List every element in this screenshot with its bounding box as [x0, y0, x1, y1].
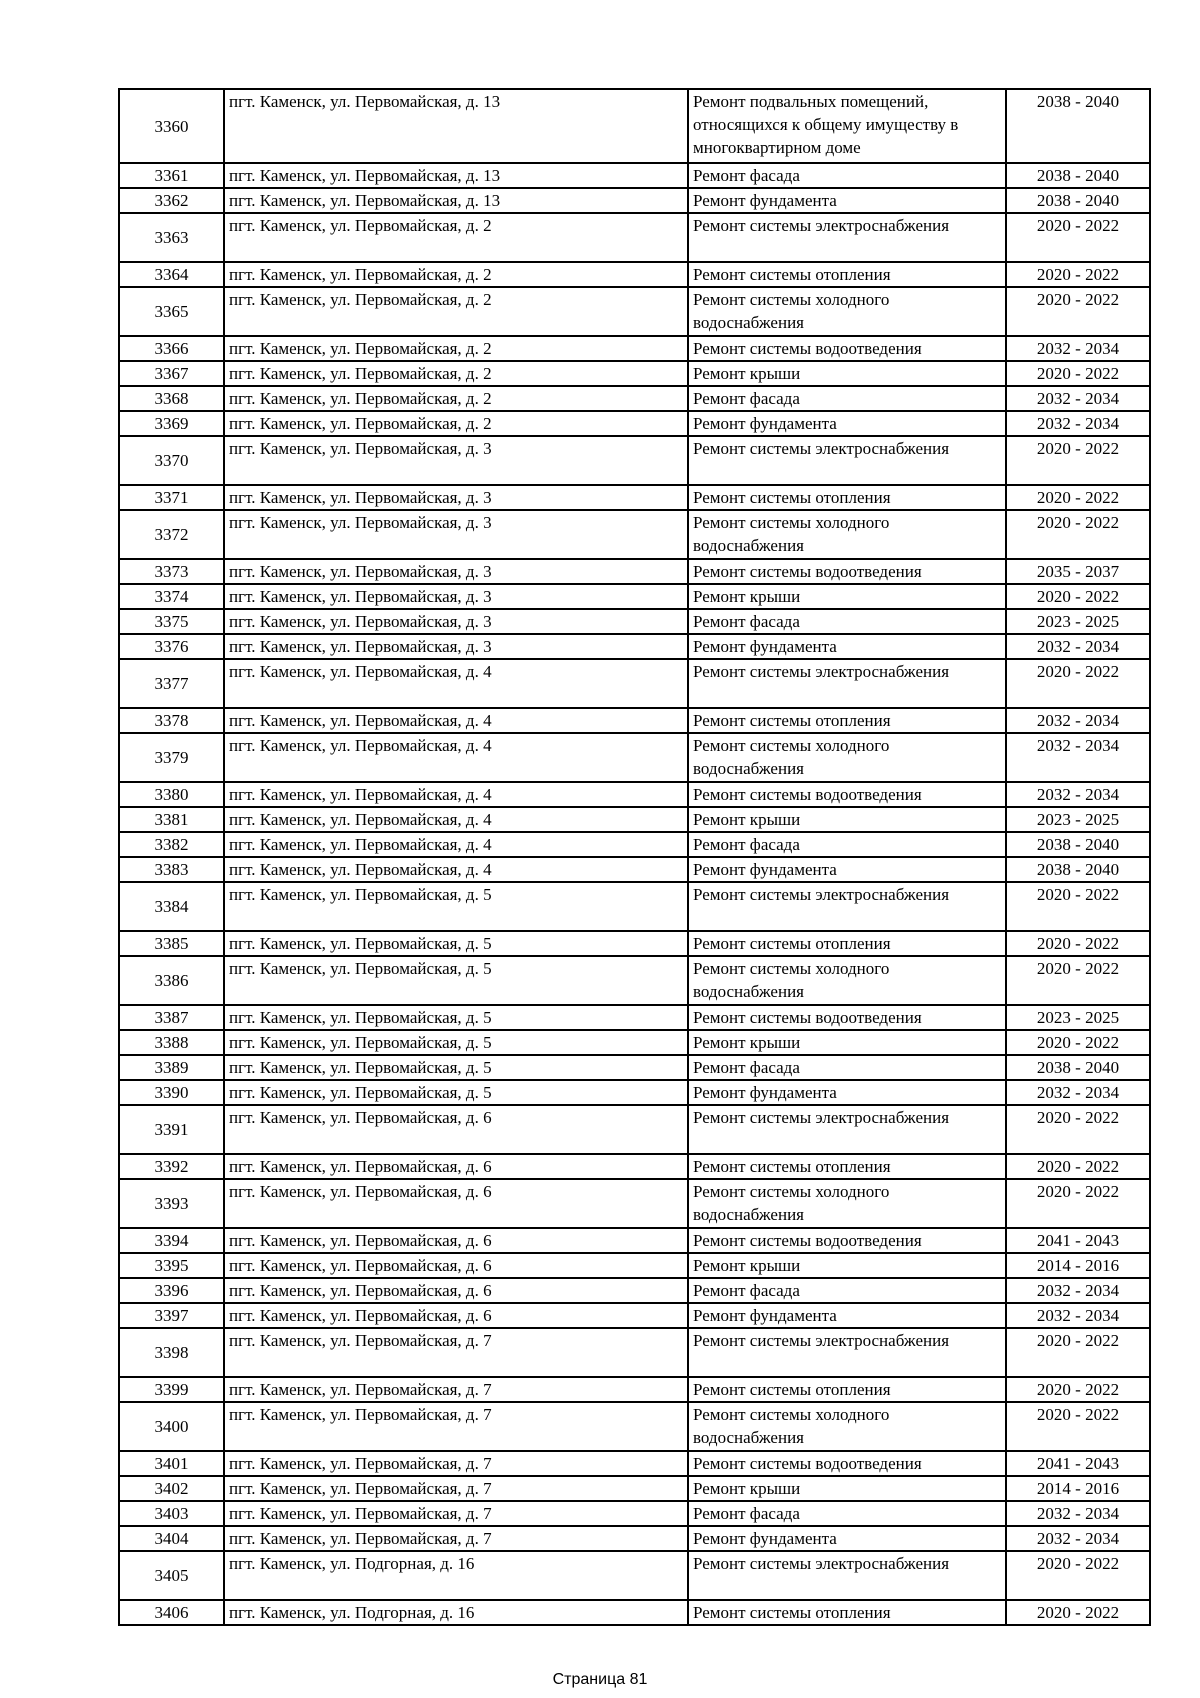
- table-row: [119, 386, 1150, 411]
- row-number-cell: 3391: [119, 1105, 224, 1154]
- work-type-cell: Ремонт системы электроснабжения: [688, 1328, 1006, 1377]
- address-cell: пгт. Каменск, ул. Первомайская, д. 6: [224, 1303, 688, 1328]
- period-cell: 2038 - 2040: [1006, 1055, 1150, 1080]
- row-number-cell: 3398: [119, 1328, 224, 1377]
- address-cell: пгт. Каменск, ул. Первомайская, д. 7: [224, 1526, 688, 1551]
- work-type-cell: Ремонт фасада: [688, 386, 1006, 411]
- work-type-cell: Ремонт системы электроснабжения: [688, 1105, 1006, 1154]
- work-type-cell: Ремонт системы электроснабжения: [688, 882, 1006, 931]
- work-type-cell: Ремонт системы водоотведения: [688, 336, 1006, 361]
- address-cell: пгт. Каменск, ул. Первомайская, д. 13: [224, 188, 688, 213]
- work-type-cell: Ремонт системы электроснабжения: [688, 436, 1006, 485]
- work-type-cell: Ремонт крыши: [688, 1253, 1006, 1278]
- table-row: [119, 782, 1150, 807]
- row-number-cell: 3396: [119, 1278, 224, 1303]
- work-type-cell: Ремонт системы холодного водоснабжения: [688, 510, 1006, 559]
- period-cell: 2014 - 2016: [1006, 1253, 1150, 1278]
- work-type-cell: Ремонт фундамента: [688, 1526, 1006, 1551]
- address-cell: пгт. Каменск, ул. Первомайская, д. 7: [224, 1451, 688, 1476]
- row-number-cell: 3388: [119, 1030, 224, 1055]
- table-row: [119, 411, 1150, 436]
- table-row: [119, 1551, 1150, 1600]
- row-number-cell: 3363: [119, 213, 224, 262]
- row-number-cell: 3397: [119, 1303, 224, 1328]
- period-cell: 2020 - 2022: [1006, 1551, 1150, 1600]
- address-cell: пгт. Каменск, ул. Первомайская, д. 2: [224, 386, 688, 411]
- address-cell: пгт. Каменск, ул. Первомайская, д. 5: [224, 1005, 688, 1030]
- period-cell: 2020 - 2022: [1006, 584, 1150, 609]
- address-cell: пгт. Каменск, ул. Первомайская, д. 2: [224, 336, 688, 361]
- row-number-cell: 3402: [119, 1476, 224, 1501]
- address-cell: пгт. Каменск, ул. Первомайская, д. 4: [224, 659, 688, 708]
- row-number-cell: 3385: [119, 931, 224, 956]
- address-cell: пгт. Каменск, ул. Первомайская, д. 5: [224, 882, 688, 931]
- period-cell: 2020 - 2022: [1006, 485, 1150, 510]
- period-cell: 2020 - 2022: [1006, 361, 1150, 386]
- work-type-cell: Ремонт фундамента: [688, 1303, 1006, 1328]
- table-row: [119, 1228, 1150, 1253]
- work-type-cell: Ремонт фасада: [688, 163, 1006, 188]
- period-cell: 2020 - 2022: [1006, 931, 1150, 956]
- address-cell: пгт. Каменск, ул. Первомайская, д. 3: [224, 609, 688, 634]
- table-row: [119, 188, 1150, 213]
- row-number-cell: 3368: [119, 386, 224, 411]
- period-cell: 2020 - 2022: [1006, 1402, 1150, 1451]
- row-number-cell: 3403: [119, 1501, 224, 1526]
- table-row: [119, 1154, 1150, 1179]
- address-cell: пгт. Каменск, ул. Первомайская, д. 3: [224, 634, 688, 659]
- period-cell: 2041 - 2043: [1006, 1451, 1150, 1476]
- period-cell: 2032 - 2034: [1006, 708, 1150, 733]
- row-number-cell: 3377: [119, 659, 224, 708]
- work-type-cell: Ремонт системы водоотведения: [688, 559, 1006, 584]
- row-number-cell: 3373: [119, 559, 224, 584]
- period-cell: 2032 - 2034: [1006, 336, 1150, 361]
- table-row: [119, 485, 1150, 510]
- period-cell: 2020 - 2022: [1006, 510, 1150, 559]
- table-row: [119, 361, 1150, 386]
- table-row: [119, 634, 1150, 659]
- row-number-cell: 3406: [119, 1600, 224, 1625]
- table-row: [119, 1377, 1150, 1402]
- work-type-cell: Ремонт системы холодного водоснабжения: [688, 287, 1006, 336]
- period-cell: 2020 - 2022: [1006, 659, 1150, 708]
- table-body: [119, 89, 1150, 1625]
- row-number-cell: 3384: [119, 882, 224, 931]
- work-type-cell: Ремонт фасада: [688, 1278, 1006, 1303]
- table-row: [119, 89, 1150, 163]
- address-cell: пгт. Каменск, ул. Первомайская, д. 7: [224, 1501, 688, 1526]
- table-row: [119, 1600, 1150, 1625]
- row-number-cell: 3387: [119, 1005, 224, 1030]
- work-type-cell: Ремонт системы отопления: [688, 485, 1006, 510]
- address-cell: пгт. Каменск, ул. Первомайская, д. 7: [224, 1402, 688, 1451]
- work-type-cell: Ремонт крыши: [688, 1476, 1006, 1501]
- work-type-cell: Ремонт системы отопления: [688, 262, 1006, 287]
- row-number-cell: 3374: [119, 584, 224, 609]
- work-type-cell: Ремонт фасада: [688, 609, 1006, 634]
- row-number-cell: 3364: [119, 262, 224, 287]
- work-type-cell: Ремонт системы отопления: [688, 1600, 1006, 1625]
- table-row: [119, 1476, 1150, 1501]
- table-row: [119, 956, 1150, 1005]
- address-cell: пгт. Каменск, ул. Первомайская, д. 6: [224, 1278, 688, 1303]
- row-number-cell: 3369: [119, 411, 224, 436]
- address-cell: пгт. Каменск, ул. Подгорная, д. 16: [224, 1551, 688, 1600]
- row-number-cell: 3379: [119, 733, 224, 782]
- address-cell: пгт. Каменск, ул. Первомайская, д. 7: [224, 1328, 688, 1377]
- work-type-cell: Ремонт системы холодного водоснабжения: [688, 1179, 1006, 1228]
- row-number-cell: 3366: [119, 336, 224, 361]
- address-cell: пгт. Каменск, ул. Первомайская, д. 13: [224, 89, 688, 163]
- row-number-cell: 3380: [119, 782, 224, 807]
- period-cell: 2032 - 2034: [1006, 1526, 1150, 1551]
- address-cell: пгт. Каменск, ул. Первомайская, д. 6: [224, 1228, 688, 1253]
- table-row: [119, 1253, 1150, 1278]
- work-type-cell: Ремонт системы электроснабжения: [688, 213, 1006, 262]
- address-cell: пгт. Каменск, ул. Первомайская, д. 13: [224, 163, 688, 188]
- table-row: [119, 510, 1150, 559]
- work-type-cell: Ремонт фасада: [688, 1501, 1006, 1526]
- period-cell: 2020 - 2022: [1006, 262, 1150, 287]
- work-type-cell: Ремонт системы водоотведения: [688, 782, 1006, 807]
- period-cell: 2032 - 2034: [1006, 386, 1150, 411]
- row-number-cell: 3372: [119, 510, 224, 559]
- table-row: [119, 733, 1150, 782]
- table-row: [119, 1501, 1150, 1526]
- row-number-cell: 3399: [119, 1377, 224, 1402]
- row-number-cell: 3378: [119, 708, 224, 733]
- address-cell: пгт. Каменск, ул. Подгорная, д. 16: [224, 1600, 688, 1625]
- period-cell: 2023 - 2025: [1006, 609, 1150, 634]
- row-number-cell: 3395: [119, 1253, 224, 1278]
- address-cell: пгт. Каменск, ул. Первомайская, д. 3: [224, 485, 688, 510]
- row-number-cell: 3367: [119, 361, 224, 386]
- address-cell: пгт. Каменск, ул. Первомайская, д. 3: [224, 436, 688, 485]
- address-cell: пгт. Каменск, ул. Первомайская, д. 4: [224, 708, 688, 733]
- period-cell: 2020 - 2022: [1006, 1600, 1150, 1625]
- work-type-cell: Ремонт крыши: [688, 807, 1006, 832]
- row-number-cell: 3389: [119, 1055, 224, 1080]
- period-cell: 2020 - 2022: [1006, 1154, 1150, 1179]
- period-cell: 2020 - 2022: [1006, 1030, 1150, 1055]
- period-cell: 2023 - 2025: [1006, 1005, 1150, 1030]
- work-type-cell: Ремонт системы электроснабжения: [688, 659, 1006, 708]
- table-row: [119, 287, 1150, 336]
- address-cell: пгт. Каменск, ул. Первомайская, д. 2: [224, 287, 688, 336]
- address-cell: пгт. Каменск, ул. Первомайская, д. 3: [224, 584, 688, 609]
- work-type-cell: Ремонт системы холодного водоснабжения: [688, 1402, 1006, 1451]
- row-number-cell: 3376: [119, 634, 224, 659]
- work-type-cell: Ремонт фасада: [688, 1055, 1006, 1080]
- period-cell: 2020 - 2022: [1006, 1105, 1150, 1154]
- period-cell: 2020 - 2022: [1006, 1179, 1150, 1228]
- table-row: [119, 163, 1150, 188]
- table-row: [119, 807, 1150, 832]
- address-cell: пгт. Каменск, ул. Первомайская, д. 4: [224, 733, 688, 782]
- table-row: [119, 1303, 1150, 1328]
- row-number-cell: 3383: [119, 857, 224, 882]
- period-cell: 2041 - 2043: [1006, 1228, 1150, 1253]
- row-number-cell: 3381: [119, 807, 224, 832]
- period-cell: 2032 - 2034: [1006, 411, 1150, 436]
- table-row: [119, 1080, 1150, 1105]
- work-type-cell: Ремонт фундамента: [688, 857, 1006, 882]
- row-number-cell: 3361: [119, 163, 224, 188]
- address-cell: пгт. Каменск, ул. Первомайская, д. 4: [224, 807, 688, 832]
- address-cell: пгт. Каменск, ул. Первомайская, д. 2: [224, 213, 688, 262]
- period-cell: 2032 - 2034: [1006, 1278, 1150, 1303]
- table-row: [119, 213, 1150, 262]
- table-row: [119, 1030, 1150, 1055]
- row-number-cell: 3392: [119, 1154, 224, 1179]
- address-cell: пгт. Каменск, ул. Первомайская, д. 5: [224, 1030, 688, 1055]
- address-cell: пгт. Каменск, ул. Первомайская, д. 3: [224, 559, 688, 584]
- table-row: [119, 584, 1150, 609]
- table-row: [119, 857, 1150, 882]
- table-row: [119, 1105, 1150, 1154]
- period-cell: 2020 - 2022: [1006, 1377, 1150, 1402]
- table-row: [119, 931, 1150, 956]
- period-cell: 2038 - 2040: [1006, 163, 1150, 188]
- table-row: [119, 1278, 1150, 1303]
- period-cell: 2038 - 2040: [1006, 89, 1150, 163]
- row-number-cell: 3386: [119, 956, 224, 1005]
- table-row: [119, 1179, 1150, 1228]
- table-row: [119, 659, 1150, 708]
- address-cell: пгт. Каменск, ул. Первомайская, д. 6: [224, 1105, 688, 1154]
- period-cell: 2014 - 2016: [1006, 1476, 1150, 1501]
- period-cell: 2038 - 2040: [1006, 857, 1150, 882]
- work-type-cell: Ремонт системы отопления: [688, 931, 1006, 956]
- address-cell: пгт. Каменск, ул. Первомайская, д. 4: [224, 857, 688, 882]
- period-cell: 2023 - 2025: [1006, 807, 1150, 832]
- work-type-cell: Ремонт фасада: [688, 832, 1006, 857]
- table-row: [119, 1328, 1150, 1377]
- address-cell: пгт. Каменск, ул. Первомайская, д. 5: [224, 1055, 688, 1080]
- table-row: [119, 708, 1150, 733]
- row-number-cell: 3393: [119, 1179, 224, 1228]
- period-cell: 2020 - 2022: [1006, 436, 1150, 485]
- work-type-cell: Ремонт системы водоотведения: [688, 1228, 1006, 1253]
- address-cell: пгт. Каменск, ул. Первомайская, д. 6: [224, 1154, 688, 1179]
- address-cell: пгт. Каменск, ул. Первомайская, д. 5: [224, 956, 688, 1005]
- page-number: Страница 81: [552, 1671, 648, 1688]
- row-number-cell: 3375: [119, 609, 224, 634]
- row-number-cell: 3370: [119, 436, 224, 485]
- address-cell: пгт. Каменск, ул. Первомайская, д. 2: [224, 411, 688, 436]
- period-cell: 2032 - 2034: [1006, 1303, 1150, 1328]
- table-row: [119, 436, 1150, 485]
- row-number-cell: 3371: [119, 485, 224, 510]
- period-cell: 2038 - 2040: [1006, 832, 1150, 857]
- repair-schedule-table: [118, 88, 1151, 1626]
- work-type-cell: Ремонт системы водоотведения: [688, 1451, 1006, 1476]
- table-row: [119, 832, 1150, 857]
- address-cell: пгт. Каменск, ул. Первомайская, д. 2: [224, 361, 688, 386]
- work-type-cell: Ремонт системы электроснабжения: [688, 1551, 1006, 1600]
- row-number-cell: 3405: [119, 1551, 224, 1600]
- work-type-cell: Ремонт системы отопления: [688, 1377, 1006, 1402]
- period-cell: 2020 - 2022: [1006, 213, 1150, 262]
- row-number-cell: 3360: [119, 89, 224, 163]
- period-cell: 2032 - 2034: [1006, 782, 1150, 807]
- address-cell: пгт. Каменск, ул. Первомайская, д. 3: [224, 510, 688, 559]
- table-row: [119, 336, 1150, 361]
- work-type-cell: Ремонт системы холодного водоснабжения: [688, 733, 1006, 782]
- address-cell: пгт. Каменск, ул. Первомайская, д. 7: [224, 1476, 688, 1501]
- work-type-cell: Ремонт подвальных помещений, относящихся к общему имуществу в многоквартирном доме: [688, 89, 1006, 163]
- work-type-cell: Ремонт системы водоотведения: [688, 1005, 1006, 1030]
- period-cell: 2032 - 2034: [1006, 1080, 1150, 1105]
- row-number-cell: 3390: [119, 1080, 224, 1105]
- table-row: [119, 882, 1150, 931]
- work-type-cell: Ремонт фундамента: [688, 1080, 1006, 1105]
- row-number-cell: 3401: [119, 1451, 224, 1476]
- row-number-cell: 3382: [119, 832, 224, 857]
- table-row: [119, 1451, 1150, 1476]
- row-number-cell: 3400: [119, 1402, 224, 1451]
- table-row: [119, 1005, 1150, 1030]
- work-type-cell: Ремонт фундамента: [688, 411, 1006, 436]
- work-type-cell: Ремонт системы отопления: [688, 1154, 1006, 1179]
- row-number-cell: 3394: [119, 1228, 224, 1253]
- period-cell: 2032 - 2034: [1006, 1501, 1150, 1526]
- table-row: [119, 559, 1150, 584]
- period-cell: 2038 - 2040: [1006, 188, 1150, 213]
- table-row: [119, 1526, 1150, 1551]
- address-cell: пгт. Каменск, ул. Первомайская, д. 6: [224, 1179, 688, 1228]
- address-cell: пгт. Каменск, ул. Первомайская, д. 4: [224, 832, 688, 857]
- row-number-cell: 3362: [119, 188, 224, 213]
- work-type-cell: Ремонт крыши: [688, 584, 1006, 609]
- address-cell: пгт. Каменск, ул. Первомайская, д. 7: [224, 1377, 688, 1402]
- table-row: [119, 609, 1150, 634]
- period-cell: 2035 - 2037: [1006, 559, 1150, 584]
- address-cell: пгт. Каменск, ул. Первомайская, д. 5: [224, 931, 688, 956]
- address-cell: пгт. Каменск, ул. Первомайская, д. 4: [224, 782, 688, 807]
- address-cell: пгт. Каменск, ул. Первомайская, д. 2: [224, 262, 688, 287]
- row-number-cell: 3404: [119, 1526, 224, 1551]
- address-cell: пгт. Каменск, ул. Первомайская, д. 6: [224, 1253, 688, 1278]
- period-cell: 2020 - 2022: [1006, 882, 1150, 931]
- period-cell: 2020 - 2022: [1006, 956, 1150, 1005]
- table-row: [119, 262, 1150, 287]
- period-cell: 2032 - 2034: [1006, 733, 1150, 782]
- period-cell: 2032 - 2034: [1006, 634, 1150, 659]
- address-cell: пгт. Каменск, ул. Первомайская, д. 5: [224, 1080, 688, 1105]
- row-number-cell: 3365: [119, 287, 224, 336]
- work-type-cell: Ремонт системы отопления: [688, 708, 1006, 733]
- work-type-cell: Ремонт крыши: [688, 1030, 1006, 1055]
- work-type-cell: Ремонт системы холодного водоснабжения: [688, 956, 1006, 1005]
- work-type-cell: Ремонт крыши: [688, 361, 1006, 386]
- table-row: [119, 1402, 1150, 1451]
- work-type-cell: Ремонт фундамента: [688, 188, 1006, 213]
- period-cell: 2020 - 2022: [1006, 287, 1150, 336]
- work-type-cell: Ремонт фундамента: [688, 634, 1006, 659]
- period-cell: 2020 - 2022: [1006, 1328, 1150, 1377]
- table-row: [119, 1055, 1150, 1080]
